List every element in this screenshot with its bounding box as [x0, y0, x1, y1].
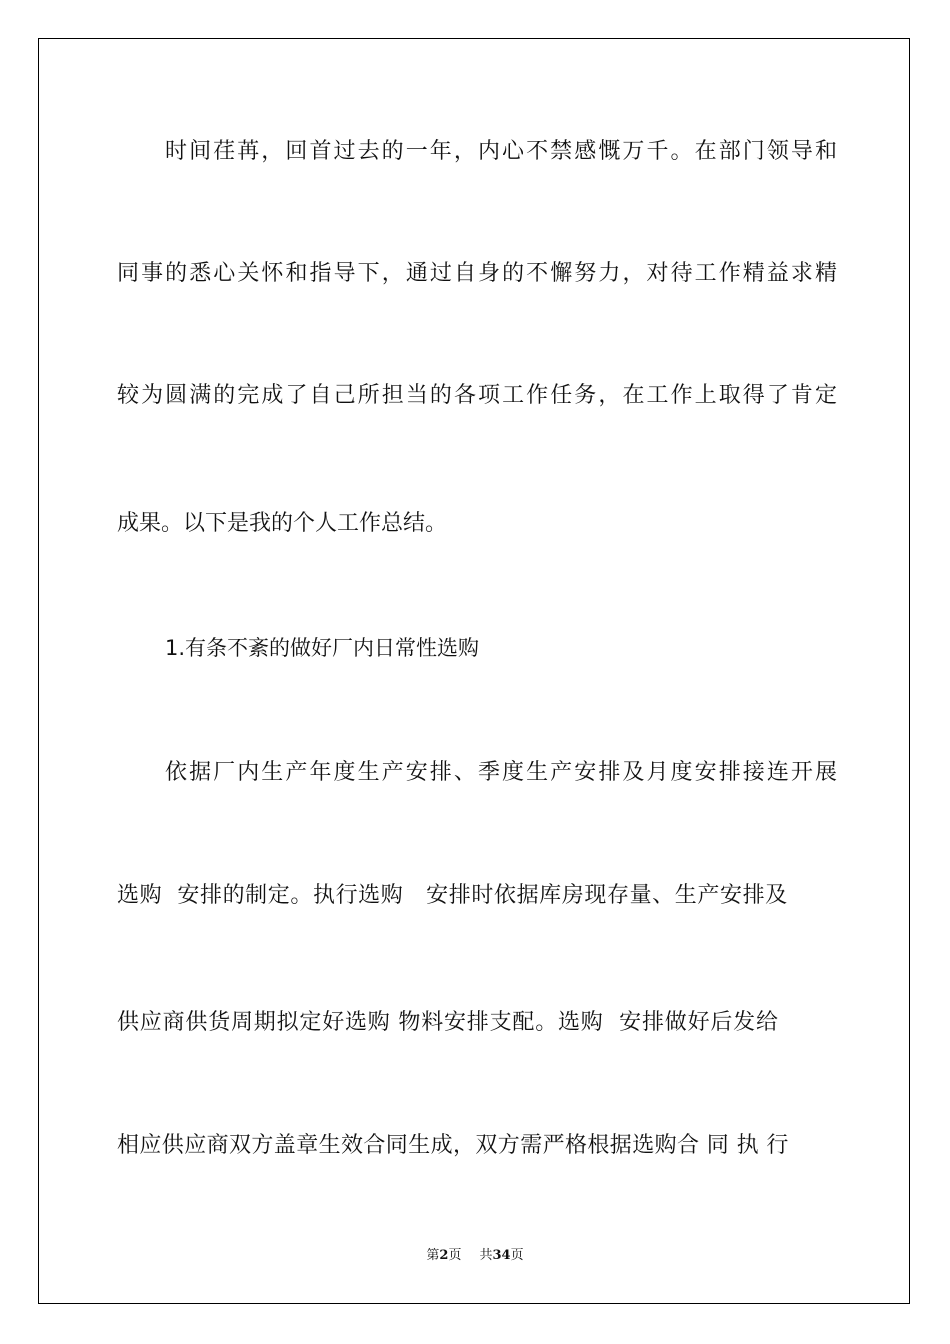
paragraph-2-line-1: 依据厂内生产年度生产安排、季度生产安排及月度安排接连开展: [165, 760, 837, 785]
footer-page-suffix: 页: [448, 1248, 462, 1263]
section-heading: 1.有条不紊的做好厂内日常性选购: [165, 636, 480, 660]
page-footer: [0, 1248, 950, 1264]
footer-page-number: 2: [439, 1248, 449, 1263]
page-border: [38, 38, 910, 1304]
footer-total-number: 34: [492, 1248, 511, 1263]
paragraph-2-line-3: 供应商供货周期拟定好选购 物料安排支配。选购 安排做好后发给: [117, 1010, 779, 1035]
paragraph-1-line-3: 较为圆满的完成了自己所担当的各项工作任务，在工作上取得了肯定: [117, 383, 837, 408]
paragraph-1-line-1: 时间荏苒，回首过去的一年，内心不禁感慨万千。在部门领导和: [165, 139, 837, 164]
footer-page-prefix: 第: [426, 1248, 440, 1263]
paragraph-2-line-4: 相应供应商双方盖章生效合同生成，双方需严格根据选购合 同 执 行: [117, 1133, 789, 1158]
paragraph-1-line-2: 同事的悉心关怀和指导下，通过自身的不懈努力，对待工作精益求精: [117, 261, 837, 286]
paragraph-2-line-2: 选购 安排的制定。执行选购 安排时依据库房现存量、生产安排及: [117, 883, 788, 908]
paragraph-1-line-4: 成果。以下是我的个人工作总结。: [117, 511, 448, 536]
footer-total-suffix: 页: [510, 1248, 524, 1263]
footer-total-prefix: 共: [479, 1248, 493, 1263]
